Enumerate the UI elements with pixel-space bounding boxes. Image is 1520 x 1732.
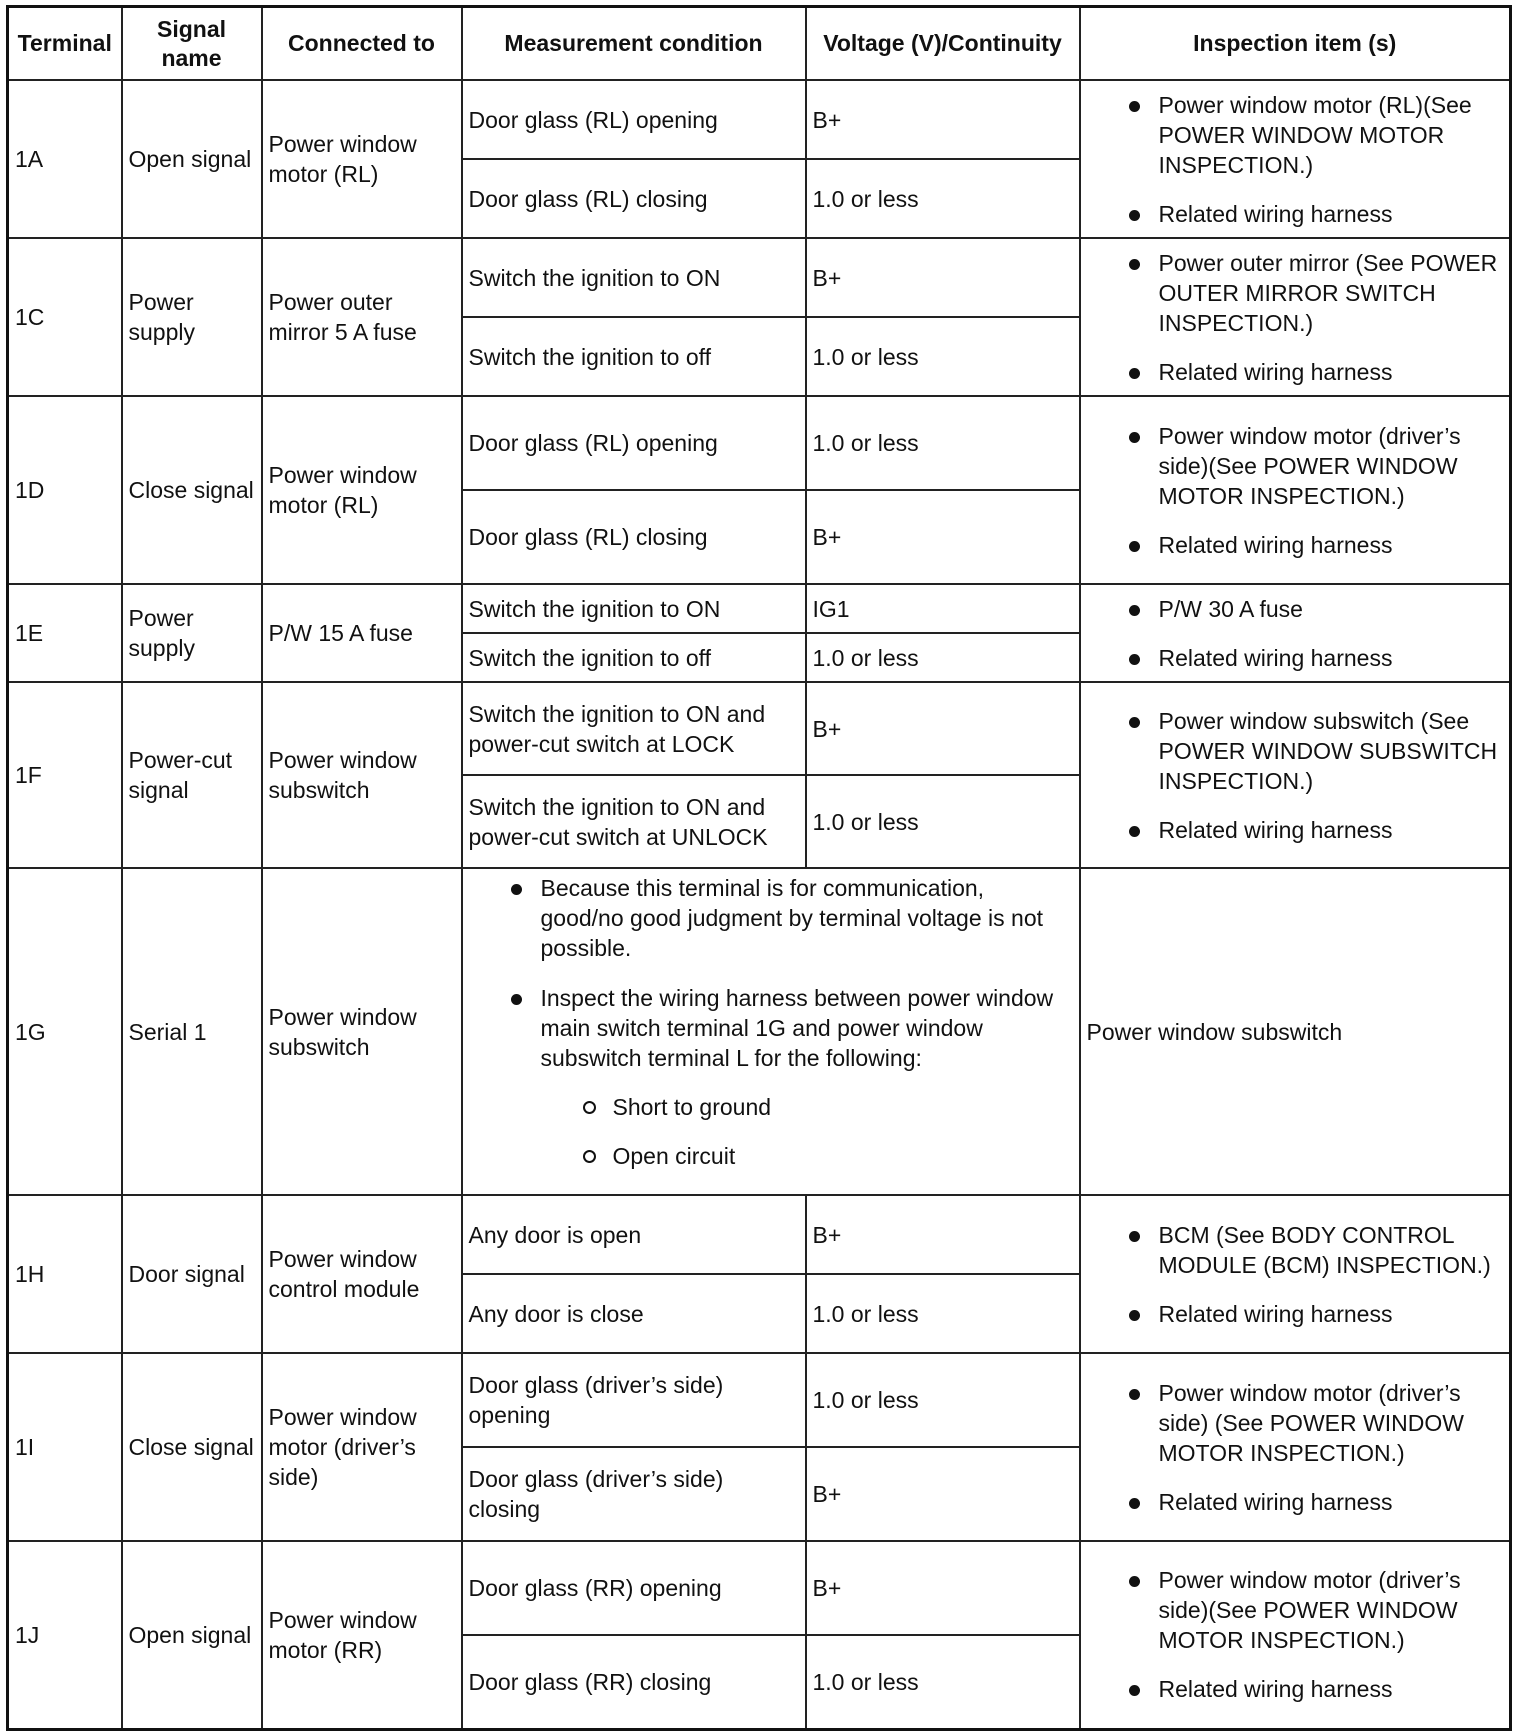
terminal-cell: 1H bbox=[8, 1195, 122, 1353]
voltage-cell: 1.0 or less bbox=[806, 159, 1080, 238]
terminal-cell: 1I bbox=[8, 1353, 122, 1541]
connected-to-cell: Power window motor (RR) bbox=[262, 1541, 462, 1729]
table-row bbox=[8, 1541, 1511, 1635]
condition-cell: Door glass (RL) closing bbox=[462, 159, 806, 238]
inspection-cell: Power window subswitch bbox=[1080, 868, 1511, 1195]
inspection-item: Related wiring harness bbox=[1159, 1674, 1504, 1704]
condition-cell: Door glass (driver’s side) opening bbox=[462, 1353, 806, 1447]
table-row bbox=[8, 868, 1511, 1195]
notes-cell bbox=[462, 868, 1080, 1195]
terminal-cell: 1F bbox=[8, 682, 122, 868]
connected-to-cell: Power window control module bbox=[262, 1195, 462, 1353]
signal-name-cell: Open signal bbox=[122, 80, 262, 238]
inspection-list bbox=[1087, 1378, 1504, 1517]
inspection-item: Power window motor (driver’s side) (See POWER WINDOW MOTOR INSPECTION.) bbox=[1159, 1378, 1504, 1468]
connected-to-cell: Power window subswitch bbox=[262, 682, 462, 868]
sub-note-item: Open circuit bbox=[613, 1141, 1073, 1171]
sub-note-list bbox=[541, 1092, 1073, 1171]
sub-note-item: Short to ground bbox=[613, 1092, 1073, 1122]
condition-cell: Door glass (RR) closing bbox=[462, 1635, 806, 1729]
inspection-list bbox=[1087, 90, 1504, 229]
condition-cell: Switch the ignition to ON and power-cut switch at UNLOCK bbox=[462, 775, 806, 868]
voltage-cell: B+ bbox=[806, 238, 1080, 317]
terminal-inspection-table bbox=[6, 5, 1512, 1731]
inspection-item: BCM (See BODY CONTROL MODULE (BCM) INSPECTION.) bbox=[1159, 1220, 1504, 1280]
inspection-item: Related wiring harness bbox=[1159, 357, 1504, 387]
inspection-item: Related wiring harness bbox=[1159, 1299, 1504, 1329]
header-voltage: Voltage (V)/Continuity bbox=[806, 7, 1080, 81]
condition-cell: Door glass (RR) opening bbox=[462, 1541, 806, 1635]
voltage-cell: B+ bbox=[806, 490, 1080, 584]
inspection-item: Related wiring harness bbox=[1159, 199, 1504, 229]
inspection-item: Related wiring harness bbox=[1159, 530, 1504, 560]
voltage-cell: IG1 bbox=[806, 584, 1080, 633]
signal-name-cell: Close signal bbox=[122, 396, 262, 584]
inspection-item: P/W 30 A fuse bbox=[1159, 594, 1504, 624]
table-row bbox=[8, 584, 1511, 633]
condition-cell: Switch the ignition to off bbox=[462, 317, 806, 396]
voltage-cell: 1.0 or less bbox=[806, 1353, 1080, 1447]
inspection-item: Power window motor (driver’s side)(See POWER WINDOW MOTOR INSPECTION.) bbox=[1159, 1565, 1504, 1655]
note-item: Because this terminal is for communication, good/no good judgment by terminal voltage is not possible. bbox=[541, 873, 1073, 963]
inspection-cell bbox=[1080, 584, 1511, 682]
condition-cell: Door glass (RL) opening bbox=[462, 80, 806, 159]
table-row bbox=[8, 1353, 1511, 1447]
condition-cell: Door glass (driver’s side) closing bbox=[462, 1447, 806, 1541]
table-row bbox=[8, 238, 1511, 317]
inspection-cell bbox=[1080, 682, 1511, 868]
header-terminal: Terminal bbox=[8, 7, 122, 81]
condition-cell: Switch the ignition to ON and power-cut switch at LOCK bbox=[462, 682, 806, 775]
inspection-item: Related wiring harness bbox=[1159, 815, 1504, 845]
voltage-cell: B+ bbox=[806, 80, 1080, 159]
note-item-text: Inspect the wiring harness between power window main switch terminal 1G and power window subswitch terminal L for the following: bbox=[540, 984, 1054, 1071]
inspection-list bbox=[1087, 706, 1504, 845]
terminal-cell: 1E bbox=[8, 584, 122, 682]
header-row bbox=[8, 7, 1511, 81]
connected-to-cell: Power window motor (RL) bbox=[262, 396, 462, 584]
inspection-item: Power window motor (driver’s side)(See POWER WINDOW MOTOR INSPECTION.) bbox=[1159, 421, 1504, 511]
condition-cell: Switch the ignition to ON bbox=[462, 584, 806, 633]
connected-to-cell: Power window motor (RL) bbox=[262, 80, 462, 238]
terminal-cell: 1A bbox=[8, 80, 122, 238]
table-row bbox=[8, 1195, 1511, 1274]
terminal-cell: 1C bbox=[8, 238, 122, 396]
header-connected-to: Connected to bbox=[262, 7, 462, 81]
voltage-cell: 1.0 or less bbox=[806, 1274, 1080, 1353]
inspection-cell bbox=[1080, 1541, 1511, 1729]
connected-to-cell: Power window subswitch bbox=[262, 868, 462, 1195]
notes-list bbox=[469, 873, 1073, 1171]
voltage-cell: B+ bbox=[806, 1195, 1080, 1274]
inspection-item: Power outer mirror (See POWER OUTER MIRROR SWITCH INSPECTION.) bbox=[1159, 248, 1504, 338]
table-row bbox=[8, 682, 1511, 775]
inspection-list bbox=[1087, 594, 1504, 673]
signal-name-cell: Power supply bbox=[122, 238, 262, 396]
inspection-list bbox=[1087, 248, 1504, 387]
signal-name-cell: Door signal bbox=[122, 1195, 262, 1353]
terminal-cell: 1D bbox=[8, 396, 122, 584]
inspection-list bbox=[1087, 421, 1504, 560]
voltage-cell: 1.0 or less bbox=[806, 396, 1080, 490]
inspection-list bbox=[1087, 1220, 1504, 1329]
inspection-cell bbox=[1080, 238, 1511, 396]
connected-to-cell: Power window motor (driver’s side) bbox=[262, 1353, 462, 1541]
inspection-item: Related wiring harness bbox=[1159, 643, 1504, 673]
inspection-item: Power window subswitch (See POWER WINDOW SUBSWITCH INSPECTION.) bbox=[1159, 706, 1504, 796]
inspection-cell bbox=[1080, 1353, 1511, 1541]
inspection-cell bbox=[1080, 396, 1511, 584]
voltage-cell: B+ bbox=[806, 682, 1080, 775]
terminal-cell: 1J bbox=[8, 1541, 122, 1729]
table-row bbox=[8, 396, 1511, 490]
header-measurement-condition: Measurement condition bbox=[462, 7, 806, 81]
voltage-cell: 1.0 or less bbox=[806, 633, 1080, 682]
condition-cell: Door glass (RL) closing bbox=[462, 490, 806, 584]
table-row bbox=[8, 80, 1511, 159]
voltage-cell: B+ bbox=[806, 1447, 1080, 1541]
connected-to-cell: Power outer mirror 5 A fuse bbox=[262, 238, 462, 396]
signal-name-cell: Power supply bbox=[122, 584, 262, 682]
terminal-cell: 1G bbox=[8, 868, 122, 1195]
condition-cell: Switch the ignition to off bbox=[462, 633, 806, 682]
note-item bbox=[541, 983, 1073, 1171]
condition-cell: Switch the ignition to ON bbox=[462, 238, 806, 317]
voltage-cell: B+ bbox=[806, 1541, 1080, 1635]
header-inspection: Inspection item (s) bbox=[1080, 7, 1511, 81]
inspection-item: Power window motor (RL)(See POWER WINDOW MOTOR INSPECTION.) bbox=[1159, 90, 1504, 180]
voltage-cell: 1.0 or less bbox=[806, 775, 1080, 868]
signal-name-cell: Serial 1 bbox=[122, 868, 262, 1195]
condition-cell: Any door is open bbox=[462, 1195, 806, 1274]
condition-cell: Door glass (RL) opening bbox=[462, 396, 806, 490]
signal-name-cell: Open signal bbox=[122, 1541, 262, 1729]
inspection-cell bbox=[1080, 80, 1511, 238]
signal-name-cell: Close signal bbox=[122, 1353, 262, 1541]
condition-cell: Any door is close bbox=[462, 1274, 806, 1353]
inspection-cell bbox=[1080, 1195, 1511, 1353]
connected-to-cell: P/W 15 A fuse bbox=[262, 584, 462, 682]
voltage-cell: 1.0 or less bbox=[806, 317, 1080, 396]
inspection-list bbox=[1087, 1565, 1504, 1704]
voltage-cell: 1.0 or less bbox=[806, 1635, 1080, 1729]
signal-name-cell: Power-cut signal bbox=[122, 682, 262, 868]
inspection-item: Related wiring harness bbox=[1159, 1487, 1504, 1517]
header-signal-name: Signal name bbox=[122, 7, 262, 81]
